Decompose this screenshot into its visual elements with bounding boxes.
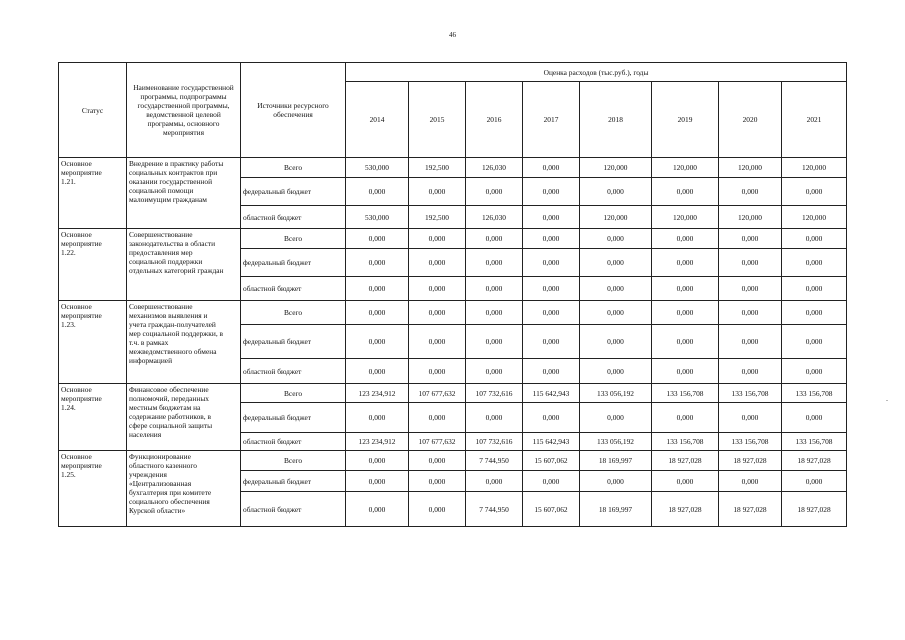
measure-name-line: полномочий, переданных [129,394,209,403]
measure-name-line: «Централизованная [129,479,192,488]
amount-cell: 133 156,708 [782,384,847,403]
amount-cell: 0,000 [580,277,652,301]
measure-name-line: отдельных категорий граждан [129,266,224,275]
measure-name-line: информацией [129,356,173,365]
amount-cell: 0,000 [346,178,409,206]
amount-cell: 0,000 [719,471,782,492]
amount-cell: 0,000 [719,403,782,433]
table-row [59,301,847,325]
measure-name-line: социальной поддержки [129,257,203,266]
year-cell: 2020 [719,82,782,158]
funding-source-cell: федеральный бюджет [241,249,346,277]
amount-cell: 0,000 [652,249,719,277]
amount-cell: 0,000 [782,249,847,277]
amount-cell: 120,000 [719,158,782,178]
amount-cell: 115 642,943 [523,384,580,403]
year-cell: 2021 [782,82,847,158]
measure-name-line: т.ч. в рамках [129,338,169,347]
measure-name-line: предоставления мер [129,248,193,257]
amount-cell: 107 732,616 [466,433,523,451]
year-cell: 2015 [409,82,466,158]
year-cell: 2019 [652,82,719,158]
amount-cell: 0,000 [346,403,409,433]
measure-name-line: Внедрение в практику работы [129,159,224,168]
amount-cell: 0,000 [782,229,847,249]
measure-name-line: межведомственного обмена [129,347,217,356]
amount-cell: 0,000 [409,229,466,249]
measure-name-line: Курской области» [129,506,186,515]
amount-cell: 107 677,632 [409,433,466,451]
measure-name-line: законодательства в области [129,239,216,248]
amount-cell: 18 927,028 [652,492,719,527]
year-cell: 2017 [523,82,580,158]
status-cell [59,451,127,527]
amount-cell: 0,000 [409,471,466,492]
amount-cell: 0,000 [719,277,782,301]
amount-cell: 0,000 [652,178,719,206]
amount-cell: 0,000 [466,471,523,492]
amount-cell: 192,500 [409,206,466,229]
status-cell [59,301,127,384]
amount-cell: 0,000 [409,451,466,471]
amount-cell: 0,000 [580,301,652,325]
funding-source-cell: Всего [241,384,346,403]
measure-name-line: населения [129,430,162,439]
funding-source-cell: федеральный бюджет [241,403,346,433]
amount-cell: 18 927,028 [782,492,847,527]
status-cell [59,229,127,301]
amount-cell: 0,000 [409,492,466,527]
amount-cell: 123 234,912 [346,433,409,451]
measure-name-line: социальной помощи [129,186,194,195]
expenses-table [58,62,847,527]
amount-cell: 0,000 [652,277,719,301]
amount-cell: 120,000 [782,158,847,178]
amount-cell: 15 607,062 [523,492,580,527]
funding-source-cell: областной бюджет [241,206,346,229]
amount-cell: 7 744,950 [466,492,523,527]
status-line: мероприятие [61,168,102,177]
amount-cell: 0,000 [466,403,523,433]
amount-cell: 0,000 [719,178,782,206]
measure-name-line: Совершенствование [129,230,193,239]
status-line: Основное [61,302,92,311]
amount-cell: 0,000 [523,229,580,249]
amount-cell: 0,000 [466,229,523,249]
amount-cell: 0,000 [346,229,409,249]
table-body [59,158,847,527]
amount-cell: 0,000 [466,301,523,325]
status-cell [59,158,127,229]
amount-cell: 0,000 [652,403,719,433]
measure-name-line: местным бюджетам на [129,403,201,412]
measure-name-cell [127,451,241,527]
amount-cell: 0,000 [580,249,652,277]
measure-name-line: оказании государственной [129,177,213,186]
measure-name-line: мер социальной поддержки, в [129,329,224,338]
measure-name-cell [127,384,241,451]
margin-mark: - [886,398,888,404]
funding-source-cell: Всего [241,158,346,178]
measure-name-cell [127,158,241,229]
header-status: Статус [59,63,127,158]
status-line: 1.25. [61,470,76,479]
status-line: мероприятие [61,394,102,403]
funding-source-cell: областной бюджет [241,359,346,384]
amount-cell: 18 927,028 [782,451,847,471]
amount-cell: 0,000 [580,229,652,249]
amount-cell: 15 607,062 [523,451,580,471]
header-expenses: Оценка расходов (тыс.руб.), годы [346,63,847,82]
amount-cell: 0,000 [409,403,466,433]
status-line: Основное [61,159,92,168]
amount-cell: 120,000 [652,206,719,229]
measure-name-line: Финансовое обеспечение [129,385,209,394]
amount-cell: 0,000 [719,229,782,249]
measure-name-cell [127,229,241,301]
status-line: Основное [61,452,92,461]
amount-cell: 18 169,997 [580,492,652,527]
amount-cell: 0,000 [346,471,409,492]
amount-cell: 0,000 [719,301,782,325]
status-line: 1.23. [61,320,76,329]
amount-cell: 0,000 [466,178,523,206]
amount-cell: 0,000 [719,325,782,359]
page-number: 46 [449,31,456,39]
amount-cell: 0,000 [346,249,409,277]
amount-cell: 18 927,028 [719,492,782,527]
amount-cell: 18 927,028 [719,451,782,471]
amount-cell: 0,000 [523,471,580,492]
amount-cell: 107 677,632 [409,384,466,403]
year-cell: 2018 [580,82,652,158]
amount-cell: 0,000 [523,178,580,206]
status-line: мероприятие [61,239,102,248]
funding-source-cell: областной бюджет [241,492,346,527]
amount-cell: 530,000 [346,206,409,229]
amount-cell: 0,000 [652,359,719,384]
funding-source-cell: областной бюджет [241,433,346,451]
amount-cell: 120,000 [719,206,782,229]
status-line: Основное [61,230,92,239]
amount-cell: 0,000 [523,206,580,229]
amount-cell: 0,000 [580,178,652,206]
amount-cell: 0,000 [346,301,409,325]
measure-name-line: Функционирование [129,452,191,461]
status-line: 1.21. [61,177,76,186]
amount-cell: 0,000 [523,325,580,359]
amount-cell: 0,000 [523,158,580,178]
amount-cell: 0,000 [782,178,847,206]
amount-cell: 133 156,708 [652,433,719,451]
amount-cell: 0,000 [466,277,523,301]
amount-cell: 120,000 [580,158,652,178]
amount-cell: 0,000 [466,249,523,277]
funding-source-cell: федеральный бюджет [241,178,346,206]
amount-cell: 0,000 [719,249,782,277]
status-line: Основное [61,385,92,394]
amount-cell: 0,000 [782,301,847,325]
amount-cell: 123 234,912 [346,384,409,403]
amount-cell: 0,000 [466,359,523,384]
amount-cell: 0,000 [580,471,652,492]
amount-cell: 107 732,616 [466,384,523,403]
status-line: 1.24. [61,403,76,412]
measure-name-line: бухгалтерия при комитете [129,488,212,497]
measure-name-line: Совершенствование [129,302,193,311]
amount-cell: 133 156,708 [782,433,847,451]
amount-cell: 0,000 [782,277,847,301]
amount-cell: 0,000 [523,403,580,433]
amount-cell: 0,000 [782,471,847,492]
year-cell: 2016 [466,82,523,158]
funding-source-cell: Всего [241,451,346,471]
table-row [59,229,847,249]
amount-cell: 192,500 [409,158,466,178]
measure-name-line: социальных контрактов при [129,168,218,177]
amount-cell: 0,000 [409,301,466,325]
amount-cell: 0,000 [523,277,580,301]
amount-cell: 0,000 [409,178,466,206]
table-row [59,451,847,471]
amount-cell: 133 156,708 [719,433,782,451]
amount-cell: 7 744,950 [466,451,523,471]
amount-cell: 0,000 [652,301,719,325]
measure-name-line: учета граждан-получателей [129,320,216,329]
amount-cell: 0,000 [580,325,652,359]
year-cell: 2014 [346,82,409,158]
amount-cell: 133 156,708 [719,384,782,403]
status-line: мероприятие [61,461,102,470]
amount-cell: 0,000 [782,359,847,384]
amount-cell: 0,000 [346,325,409,359]
amount-cell: 0,000 [409,277,466,301]
amount-cell: 0,000 [523,301,580,325]
amount-cell: 126,030 [466,206,523,229]
amount-cell: 133 056,192 [580,433,652,451]
amount-cell: 0,000 [466,325,523,359]
amount-cell: 0,000 [580,403,652,433]
amount-cell: 0,000 [652,229,719,249]
amount-cell: 0,000 [346,451,409,471]
amount-cell: 18 927,028 [652,451,719,471]
funding-source-cell: Всего [241,229,346,249]
measure-name-line: содержание работников, в [129,412,211,421]
amount-cell: 530,000 [346,158,409,178]
amount-cell: 0,000 [782,325,847,359]
amount-cell: 115 642,943 [523,433,580,451]
amount-cell: 0,000 [346,492,409,527]
amount-cell: 0,000 [409,249,466,277]
header-name: Наименование государственной программы, подпрограммы государственной программы, ведомственной целевой программы, основного мероприятия [127,63,241,158]
measure-name-line: малоимущим гражданам [129,195,207,204]
header-source: Источники ресурсного обеспечения [241,63,346,158]
amount-cell: 0,000 [782,403,847,433]
amount-cell: 0,000 [719,359,782,384]
amount-cell: 0,000 [409,325,466,359]
amount-cell: 0,000 [652,325,719,359]
funding-source-cell: Всего [241,301,346,325]
amount-cell: 133 156,708 [652,384,719,403]
funding-source-cell: федеральный бюджет [241,325,346,359]
amount-cell: 120,000 [580,206,652,229]
funding-source-cell: областной бюджет [241,277,346,301]
amount-cell: 18 169,997 [580,451,652,471]
status-cell [59,384,127,451]
measure-name-line: областного казенного [129,461,197,470]
measure-name-line: социального обеспечения [129,497,210,506]
amount-cell: 0,000 [346,277,409,301]
funding-source-cell: федеральный бюджет [241,471,346,492]
amount-cell: 126,030 [466,158,523,178]
status-line: 1.22. [61,248,76,257]
measure-name-line: механизмов выявления и [129,311,208,320]
amount-cell: 0,000 [346,359,409,384]
measure-name-cell [127,301,241,384]
table-row [59,158,847,178]
amount-cell: 133 056,192 [580,384,652,403]
amount-cell: 0,000 [523,249,580,277]
amount-cell: 120,000 [782,206,847,229]
table-row [59,384,847,403]
amount-cell: 0,000 [409,359,466,384]
amount-cell: 120,000 [652,158,719,178]
amount-cell: 0,000 [523,359,580,384]
amount-cell: 0,000 [652,471,719,492]
measure-name-line: сфере социальной защиты [129,421,213,430]
status-line: мероприятие [61,311,102,320]
measure-name-line: учреждения [129,470,167,479]
amount-cell: 0,000 [580,359,652,384]
